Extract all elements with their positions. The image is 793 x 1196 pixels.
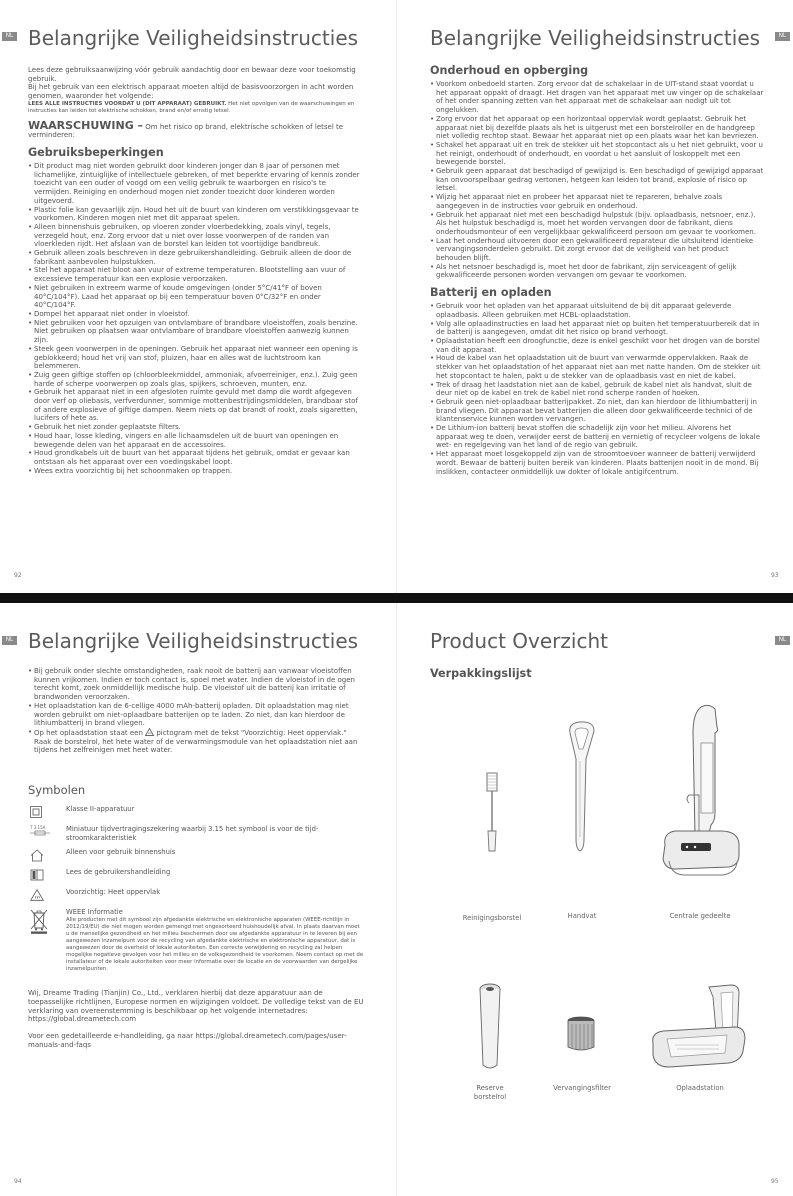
indoor-house-icon <box>30 849 44 862</box>
lang-tag: NL <box>2 32 17 41</box>
class-ii-icon <box>30 806 42 818</box>
item-label: Reserve borstelrol <box>473 1084 507 1101</box>
symbol-text: Voorzichtig: Heet oppervlak <box>66 888 161 897</box>
item-label: Handvat <box>567 912 597 920</box>
intro-3-bold: LEES ALLE INSTRUCTIES VOORDAT U (DIT APPARAAT) GEBRUIKT. <box>28 100 227 107</box>
page-94 <box>0 603 396 1196</box>
list-item: • Dit product mag niet worden gebruikt door kinderen jonger dan 8 jaar of personen met lichamelijke, zintuiglijke of intellectuele gebreken, of met beperkte ervaring of kennis zonder toezicht van een ouder of voogd om een veilig gebruik te waarborgen en risico's te vermijden. Reiniging en onderhoud mogen niet zonder toezicht door kinderen worden uitgevoerd. <box>34 162 360 206</box>
list-item: • Voorkom onbedoeld starten. Zorg ervoor dat de schakelaar in de UIT-stand staat voordat u het apparaat oppakt of draagt. Het dragen van het apparaat met uw vinger op de schakelaar of het onder spanning zetten van het apparaat met de schakelaar aan nodigt uit tot ongelukken. <box>436 80 765 115</box>
list-item: • De Lithium-ion batterij bevat stoffen die schadelijk zijn voor het milieu. Alvorens het apparaat weg te doen, verwijder eerst de batterij en vernietig of recycleer volgens de lokale wet- en regelgeving van het land of de regio van gebruik. <box>436 424 765 450</box>
page-divider <box>0 593 793 603</box>
main-unit-icon <box>659 703 745 887</box>
hot-surface-icon <box>145 728 154 736</box>
list-item: • Gebruik het apparaat niet in een afgesloten ruimte gevuld met damp die wordt afgegeven door verf op oliebasis, verfverdunner, sommige mottenbestrijdingsmiddelen, brandbaar stof of andere explosieve of giftige dampen. Neem niets op dat brandt of rookt, zoals sigaretten, lucifers of hete as. <box>34 388 360 423</box>
intro-2: Bij het gebruik van een elektrisch apparaat moeten altijd de basisvoorzorgen in acht worden genomen, waaronder het volgende: <box>28 83 354 101</box>
lang-tag: NL <box>775 636 790 645</box>
symbol-text: Alleen voor gebruik binnenshuis <box>66 848 176 857</box>
page-number: 92 <box>14 572 22 579</box>
page-number: 95 <box>771 1178 779 1185</box>
list-item: • Niet gebruiken in extreem warme of koude omgevingen (onder 5°C/41°F of boven 40°C/104°F). Laad het apparaat op bij een temperatuur boven 0°C/32°F en onder 40°C/104°F. <box>34 284 360 310</box>
page-body <box>430 64 765 476</box>
list-item: • Dompel het apparaat niet onder in vloeistof. <box>34 310 360 319</box>
list-item: • Gebruik alleen zoals beschreven in deze gebruikershandleiding. Gebruik alleen de door de fabrikant aanbevolen hulpstukken. <box>34 249 360 266</box>
fuse-icon-label: T 3.15A <box>30 825 46 831</box>
symbol-row <box>28 868 364 882</box>
bullet-3-pre: Op het oplaadstation staat een <box>34 728 146 737</box>
page-number: 94 <box>14 1178 22 1185</box>
list-item: • Gebruik het niet zonder geplaatste filters. <box>34 423 360 432</box>
warning-label: WAARSCHUWING – <box>28 118 144 132</box>
page-95 <box>397 603 793 1196</box>
intro-3-rest: Het niet opvolgen van de waarschuwingen en instructies kan leiden tot elektrische schokken, brand en/of ernstig letsel. <box>28 100 355 115</box>
symbol-row <box>28 908 364 973</box>
fuse-icon <box>30 830 50 836</box>
section-heading: Verpakkingslijst <box>430 667 532 680</box>
bullet-3-post: pictogram met de tekst "Voorzichtig: Heet oppervlak." Raak de borstelrol, het hete water of de verwarmingsmodule van het oplaadstation niet aan tijdens het zelfreinigen met heet water. <box>34 728 358 755</box>
list-item: • Schakel het apparaat uit en trek de stekker uit het stopcontact als u het niet gebruikt, voor u het reinigt, onderhoudt of onderhoudt, en voordat u het aansluit of loskoppelt met een bewegende borstel. <box>436 141 765 167</box>
list-item: • Trek of draag het laadstation niet aan de kabel, gebruik de kabel niet als handvat, sluit de deur niet op de kabel en trek de kabel niet rond scherpe randen of hoeken. <box>436 381 765 398</box>
item-label: Reinigingsborstel <box>462 914 522 922</box>
list-item: • Gebruik geen apparaat dat beschadigd of gewijzigd is. Een beschadigd of gewijzigd apparaat kan onvoorspelbaar gedrag vertonen, hetgeen kan leiden tot brand, explosie of risico op letsel. <box>436 167 765 193</box>
list-item: • Houd de kabel van het oplaadstation uit de buurt van verwarmde oppervlakken. Raak de stekker van het oplaadstation of het apparaat niet aan met natte handen. Om de stekker uit het stopcontact te halen, pakt u de stekker van de oplaadbasis vast en niet de kabel. <box>436 354 765 380</box>
page-title: Belangrijke Veiligheidsinstructies <box>28 629 359 653</box>
handle-icon <box>562 719 602 859</box>
bullet-list <box>430 80 765 280</box>
list-item: • Laat het onderhoud uitvoeren door een gekwalificeerd reparateur die uitsluitend identieke vervangingsonderdelen gebruikt. Dit zorgt ervoor dat de veiligheid van het product behouden blijft. <box>436 237 765 263</box>
list-item <box>34 728 364 755</box>
bullet-list <box>430 302 765 476</box>
page-92 <box>0 0 396 593</box>
bullet-list <box>28 667 364 755</box>
charging-station-icon <box>649 983 749 1075</box>
list-item: • Plastic folie kan gevaarlijk zijn. Houd het uit de buurt van kinderen om verstikkingsgevaar te voorkomen. Kinderen mogen niet met dit apparaat spelen. <box>34 206 360 223</box>
bullet-list <box>28 162 360 475</box>
list-item: • Alleen binnenshuis gebruiken, op vloeren zonder vloerbedekking, zoals vinyl, tegels, verzegeld hout, enz. Zorg ervoor dat u niet over losse voorwerpen of de randen van vloerkleden rijdt. Het afslaan van de borstel kan leiden tot voortijdige bandbreuk. <box>34 223 360 249</box>
weee-bin-icon <box>30 908 48 934</box>
list-item: • Als het netsnoer beschadigd is, moet het door de fabrikant, zijn serviceagent of gelijk gekwalificeerde personen worden vervangen om gevaar te voorkomen. <box>436 263 765 280</box>
list-item: • Gebruik het apparaat niet met een beschadigd hulpstuk (bijv. oplaadbasis, netsnoer, enz.). Als het hulpstuk beschadigd is, moet het worden vervangen door de fabrikant, diens onderhoudsmonteur of een vergelijkbaar gekwalificeerd persoon om gevaar te voorkomen. <box>436 211 765 237</box>
list-item: • Niet gebruiken voor het opzuigen van ontvlambare of brandbare vloeistoffen, zoals benzine. Niet gebruiken op plaatsen waar ontvlambare of brandbare vloeistoffen aanwezig kunnen zijn. <box>34 319 360 345</box>
list-item: • Gebruik geen niet-oplaadbaar batterijpakket. Zo niet, dan kan hierdoor de lithiumbatterij in brand vliegen. Dit apparaat bevat batterijen die alleen door gekwalificeerde technici of de klantenservice kunnen worden vervangen. <box>436 398 765 424</box>
symbol-text: Lees de gebruikershandleiding <box>66 868 171 877</box>
symbols-heading: Symbolen <box>28 783 86 798</box>
declaration-text: Wij, Dreame Trading (Tianjin) Co., Ltd., verklaren hierbij dat deze apparatuur aan de toepasselijke richtlijnen, Europese normen en wijzigingen voldoet. De volledige tekst van de EU verklaring van overeenstemming is beschikbaar op het volgende internetadres: https://global.dreametech.com <box>28 989 364 1024</box>
list-item: • Zuig geen giftige stoffen op (chloorbleekmiddel, ammoniak, afvoerreiniger, enz.). Zuig geen harde of scherpe voorwerpen op zoals glas, spijkers, schroeven, munten, enz. <box>34 371 360 388</box>
symbol-row <box>28 825 364 842</box>
manual-link-text: Voor een gedetailleerde e-handleiding, ga naar https://global.dreametech.com/pages/user-manuals-and-faqs <box>28 1032 347 1049</box>
list-item: • Steek geen voorwerpen in de openingen. Gebruik het apparaat niet wanneer een opening is geblokkeerd; houd het vrij van stof, pluizen, haar en alles wat de luchtstroom kan belemmeren. <box>34 345 360 371</box>
list-item: • Volg alle oplaadinstructies en laad het apparaat niet op buiten het temperatuurbereik dat in de batterij is aangegeven, omdat dit het risico op brand verhoogt. <box>436 320 765 337</box>
list-item: • Wijzig het apparaat niet en probeer het apparaat niet te repareren, behalve zoals aangegeven in de instructies voor gebruik en onderhoud. <box>436 193 765 210</box>
weee-text: Alle producten met dit symbool zijn afgedankte elektrische en elektronische apparaten (WEEE-richtlijn in 2012/19/EU) die niet mogen worden gemengd met ongesorteerd huishoudelijk afval. In plaats daarvan moet u de menselijke gezondheid en het milieu beschermen door uw afgedankte apparatuur in te leveren bij een aangewezen inzamelpunt voor de recycling van afgedankte elektrische en elektronische apparatuur, dat is aangewezen door de overheid of lokale autoriteiten. Een correcte verwijdering en recycling zal helpen mogelijke negatieve gevolgen voor het milieu en de volksgezondheid te voorkomen. Neem contact op met de installateur of de lokale autoriteiten voor meer informatie over de locatie en de voorwaarden van dergelijke inzamelpunten. <box>66 916 364 973</box>
list-item: • Gebruik voor het opladen van het apparaat uitsluitend de bij dit apparaat geleverde oplaadbasis. Alleen gebruiken met HCBL-oplaadstation. <box>436 302 765 319</box>
warning-text: Om het risico op brand, elektrische schokken of letsel te verminderen: <box>28 122 344 140</box>
list-item: • Het apparaat moet losgekoppeld zijn van de stroomtoevoer wanneer de batterij verwijderd wordt. Bewaar de batterij buiten bereik van kinderen. Plaats batterijen nooit in de mond. Bij inslikken, contacteer onmiddellijk uw dokter of lokale antigifcentrum. <box>436 450 765 476</box>
lang-tag: NL <box>775 32 790 41</box>
list-item: • Houd haar, losse kleding, vingers en alle lichaamsdelen uit de buurt van openingen en bewegende delen van het apparaat en de accessoires. <box>34 432 360 449</box>
list-item: • Houd grondkabels uit de buurt van het apparaat tijdens het gebruik, omdat er gevaar kan ontstaan als het apparaat over een voedingskabel loopt. <box>34 449 360 466</box>
item-label: Centrale gedeelte <box>669 912 731 920</box>
list-item: • Zorg ervoor dat het apparaat op een horizontaal oppervlak wordt geplaatst. Gebruik het apparaat niet bij dezelfde plaats als het is uitgerust met een borstelroller en de handgreep niet volledig rechtop staat. Bewaar het apparaat niet op een plaats waar het kan bevriezen. <box>436 115 765 141</box>
symbol-text: Miniatuur tijdvertragingszekering waarbij 3.15 het symbool is voor de tijd-stroomkarakteristiek <box>66 825 319 842</box>
page-body <box>28 667 364 1050</box>
symbol-text: Klasse II-apparatuur <box>66 805 135 814</box>
spare-roller-icon <box>475 981 505 1071</box>
list-item: • Het oplaadstation kan de 6-cellige 4000 mAh-batterij opladen. Dit oplaadstation mag niet worden gebruikt om niet-oplaadbare batterijen op te laden. Zo niet, dan kan hierdoor de lithiumbatterij in brand vliegen. <box>34 702 364 728</box>
page-title: Belangrijke Veiligheidsinstructies <box>28 26 359 50</box>
intro-1: Lees deze gebruiksaanwijzing vóór gebruik aandachtig door en bewaar deze voor toekomstig gebruik. <box>28 66 356 83</box>
section-heading: Gebruiksbeperkingen <box>28 146 164 160</box>
page-title: Belangrijke Veiligheidsinstructies <box>430 26 761 50</box>
section-heading: Batterij en opladen <box>430 286 552 300</box>
lang-tag: NL <box>2 636 17 645</box>
section-heading: Onderhoud en opberging <box>430 64 589 77</box>
weee-title: WEEE Informatie <box>66 908 123 917</box>
manual-book-icon <box>30 869 44 881</box>
page-number: 93 <box>771 572 779 579</box>
brush-icon <box>481 771 503 853</box>
symbol-row <box>28 848 364 862</box>
page-93 <box>397 0 793 593</box>
list-item: • Wees extra voorzichtig bij het schoonmaken op trappen. <box>34 467 360 476</box>
item-label: Oplaadstation <box>676 1084 724 1092</box>
page-title: Product Overzicht <box>430 629 608 653</box>
symbol-row <box>28 888 364 902</box>
filter-icon <box>565 1015 597 1055</box>
page-body <box>28 66 360 475</box>
item-label: Vervangingsfilter <box>553 1084 611 1092</box>
hot-surface-icon <box>30 889 44 901</box>
list-item: • Stel het apparaat niet bloot aan vuur of extreme temperaturen. Blootstelling aan vuur of excessieve temperatuur kan een explosie veroorzaken. <box>34 266 360 283</box>
list-item: • Bij gebruik onder slechte omstandigheden, raak nooit de batterij aan vanwaar vloeistoffen kunnen vrijkomen. Indien er toch contact is, spoel met water. Indien de vloeistof in de ogen terecht komt, zoek onmiddellijk medische hulp. De vloeistof uit de batterij kan irritatie of brandwonden veroorzaken. <box>34 667 364 702</box>
list-item: • Oplaadstation heeft een droogfunctie, deze is enkel geschikt voor het drogen van de borstel van dit apparaat. <box>436 337 765 354</box>
symbol-row <box>28 805 364 819</box>
